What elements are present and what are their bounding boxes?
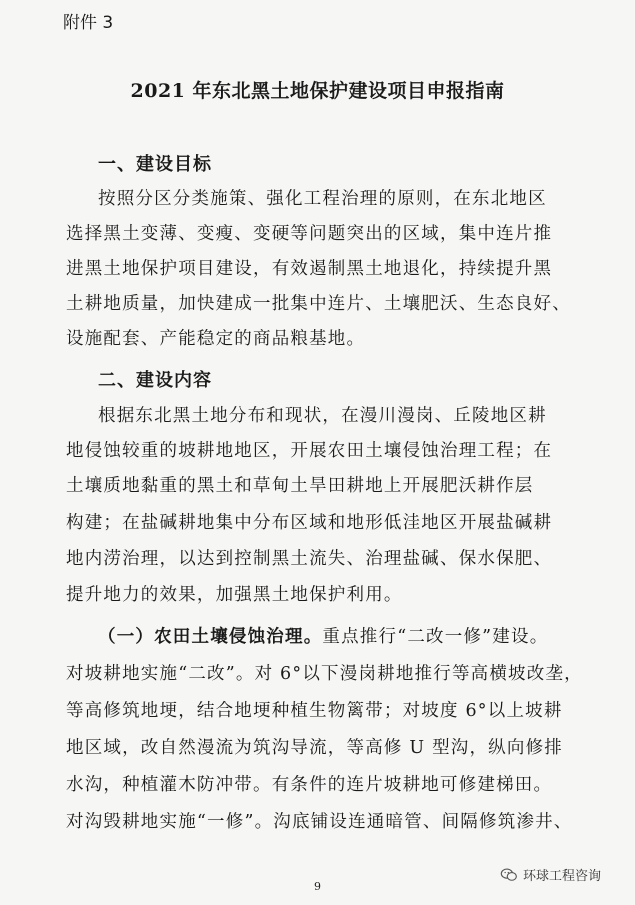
paragraph-line: 根据东北黑土地分布和现状，在漫川漫岗、丘陵地区耕 — [98, 406, 547, 426]
paragraph-line: 提升地力的效果，加强黑土地保护利用。 — [66, 585, 403, 605]
paragraph-line: 对坡耕地实施“二改”。对 6°以下漫岗耕地推行等高横坡改垄， — [66, 664, 583, 684]
paragraph-line: 土壤质地黏重的黑土和草甸土旱田耕地上开展肥沃耕作层 — [66, 476, 534, 496]
document-title: 2021 年东北黑土地保护建设项目申报指南 — [130, 80, 505, 102]
paragraph-line: 地区域，改自然漫流为筑沟导流，等高修 U 型沟，纵向修排 — [66, 738, 563, 758]
paragraph-line: 水沟，种植灌木防冲带。有条件的连片坡耕地可修建梯田。 — [66, 775, 553, 795]
paragraph-line: 土耕地质量，加快建成一批集中连片、土壤肥沃、生态良好、 — [66, 294, 571, 314]
section-heading-goals: 一、建设目标 — [98, 154, 212, 175]
paragraph-line: 进黑土地保护项目建设，有效遏制黑土地退化，持续提升黑 — [66, 259, 553, 279]
wechat-icon — [500, 868, 518, 882]
attachment-label: 附件 3 — [63, 13, 114, 33]
section-heading-content: 二、建设内容 — [98, 370, 212, 391]
paragraph-line: 等高修筑地埂，结合地埂种植生物篱带；对坡度 6°以上坡耕 — [66, 701, 563, 721]
paragraph-line: 选择黑土变薄、变瘦、变硬等问题突出的区域，集中连片推 — [66, 224, 553, 244]
paragraph-line: 按照分区分类施策、强化工程治理的原则，在东北地区 — [98, 189, 547, 209]
paragraph-line: 对沟毁耕地实施“一修”。沟底铺设连通暗管、间隔修筑渗井、 — [66, 812, 573, 832]
page-number: 9 — [314, 880, 321, 893]
paragraph-line: 地内涝治理，以达到控制黑土流失、治理盐碱、保水保肥、 — [66, 549, 553, 569]
paragraph-line: 地侵蚀较重的坡耕地地区，开展农田土壤侵蚀治理工程；在 — [66, 441, 553, 461]
watermark-text: 环球工程咨询 — [523, 869, 602, 884]
subsection-lead-line — [98, 623, 591, 648]
paragraph-line: 设施配套、产能稳定的商品粮基地。 — [66, 329, 366, 349]
subsection-heading: （一）农田土壤侵蚀治理。 — [98, 627, 323, 647]
paragraph-line: 构建；在盐碱耕地集中分布区域和地形低洼地区开展盐碱耕 — [66, 513, 553, 533]
subsection-lead-text: 重点推行“二改一修”建设。 — [322, 627, 549, 647]
watermark — [500, 865, 601, 884]
